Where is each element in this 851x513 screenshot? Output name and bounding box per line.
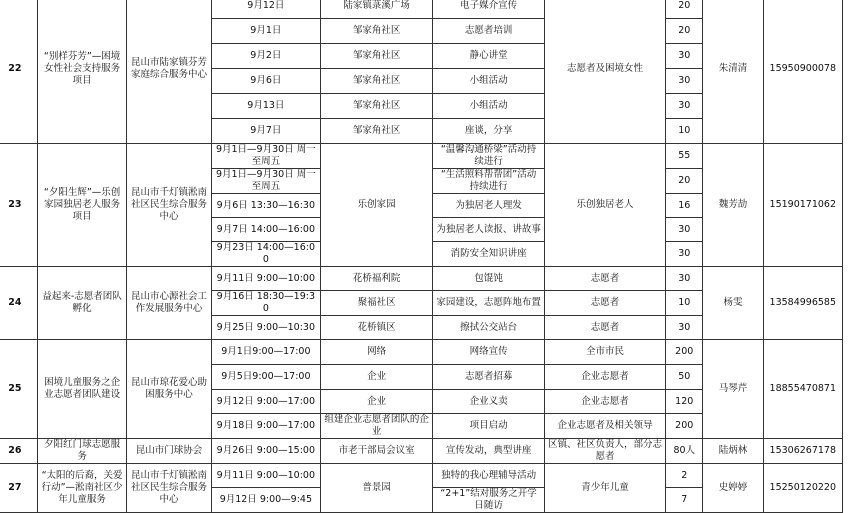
row-number: 27	[0, 464, 37, 513]
content-cell: 独特的我心理辅导活动	[433, 464, 545, 488]
content-cell: 志愿者培训	[433, 19, 545, 44]
place-cell: 邹家角社区	[321, 69, 433, 94]
organization-cell: 昆山市陆家镇芬芳家庭综合服务中心	[127, 0, 211, 144]
place-cell: 企业	[321, 390, 433, 414]
count-cell: 20	[666, 19, 703, 44]
content-cell: 志愿者招募	[433, 365, 545, 390]
content-cell: 为独居老人读报、讲故事	[433, 218, 545, 242]
place-cell: 组建企业志愿者团队的企业	[321, 414, 433, 439]
table-row	[0, 340, 843, 365]
content-cell: 擦拭公交站台	[433, 316, 545, 340]
time-cell: 9月25日 9:00—10:30	[211, 316, 320, 340]
count-cell: 30	[666, 218, 703, 242]
contact-cell: 魏芳劼	[703, 144, 763, 267]
target-people-cell: 青少年儿童	[544, 464, 665, 513]
count-cell: 30	[666, 94, 703, 119]
row-number: 25	[0, 340, 37, 439]
contact-cell: 史婷婷	[703, 464, 763, 513]
count-cell: 50	[666, 365, 703, 390]
place-cell: 普景园	[321, 464, 433, 513]
contact-cell: 陆炳林	[703, 439, 763, 464]
content-cell: 电子媒介宣传	[433, 0, 545, 19]
content-cell: 小组活动	[433, 94, 545, 119]
time-cell: 9月11日 9:00—10:00	[211, 464, 320, 488]
time-cell: 9月11日 9:00—10:00	[211, 267, 320, 291]
place-cell: 邹家角社区	[321, 19, 433, 44]
count-cell: 30	[666, 242, 703, 267]
row-number: 22	[0, 0, 37, 144]
time-cell: 9月12日 9:00—9:45	[211, 488, 320, 513]
time-cell: 9月1日	[211, 19, 320, 44]
time-cell: 9月7日	[211, 119, 320, 144]
phone-cell: 13584996585	[763, 267, 842, 340]
time-cell: 9月1日—9月30日 周一至周五	[211, 169, 320, 194]
target-people-cell: 区镇、社区负责人，部分志愿者	[544, 439, 665, 464]
content-cell: 消防安全知识讲座	[433, 242, 545, 267]
count-cell: 120	[666, 390, 703, 414]
place-cell: 市老干部局会议室	[321, 439, 433, 464]
table-row	[0, 464, 843, 488]
time-cell: 9月13日	[211, 94, 320, 119]
count-cell: 200	[666, 414, 703, 439]
target-people-cell: 企业志愿者	[544, 365, 665, 390]
count-cell: 16	[666, 194, 703, 218]
table-row	[0, 144, 843, 169]
content-cell: 网络宣传	[433, 340, 545, 365]
target-people-cell: 志愿者	[544, 316, 665, 340]
place-cell: 网络	[321, 340, 433, 365]
organization-cell: 昆山市门球协会	[127, 439, 211, 464]
contact-cell: 马琴芹	[703, 340, 763, 439]
count-cell: 10	[666, 119, 703, 144]
phone-cell: 18855470871	[763, 340, 842, 439]
project-name-cell: “夕阳生辉”—乐创家园独居老人服务项目	[37, 144, 127, 267]
place-cell: 邹家角社区	[321, 44, 433, 69]
time-cell: 9月26日 9:00—15:00	[211, 439, 320, 464]
target-people-cell: 志愿者	[544, 291, 665, 316]
row-number: 23	[0, 144, 37, 267]
count-cell: 30	[666, 44, 703, 69]
contact-cell: 朱清清	[703, 0, 763, 144]
count-cell: 10	[666, 291, 703, 316]
time-cell: 9月6日 13:30—16:30	[211, 194, 320, 218]
content-cell: “温馨沟通桥梁”活动持续进行	[433, 144, 545, 169]
phone-cell: 15250120220	[763, 464, 842, 513]
organization-cell: 昆山市心源社会工作发展服务中心	[127, 267, 211, 340]
phone-cell: 15950900078	[763, 0, 842, 144]
content-cell: 小组活动	[433, 69, 545, 94]
row-number: 26	[0, 439, 37, 464]
table-row	[0, 267, 843, 291]
count-cell: 200	[666, 340, 703, 365]
time-cell: 9月12日 9:00—17:00	[211, 390, 320, 414]
time-cell: 9月7日 14:00—16:00	[211, 218, 320, 242]
place-cell: 企业	[321, 365, 433, 390]
time-cell: 9月23日 14:00—16:00	[211, 242, 320, 267]
count-cell: 20	[666, 169, 703, 194]
row-number: 24	[0, 267, 37, 340]
count-cell: 30	[666, 316, 703, 340]
phone-cell: 15306267178	[763, 439, 842, 464]
content-cell: “生活照料帮帮团”活动持续进行	[433, 169, 545, 194]
count-cell: 55	[666, 144, 703, 169]
content-cell: “2+1”结对服务之开学日随访	[433, 488, 545, 513]
count-cell: 7	[666, 488, 703, 513]
project-name-cell: 益起来-志愿者团队孵化	[37, 267, 127, 340]
time-cell: 9月1日9:00—17:00	[211, 340, 320, 365]
project-name-cell: 夕阳红门球志愿服务	[37, 439, 127, 464]
count-cell: 30	[666, 69, 703, 94]
place-cell: 乐创家园	[321, 144, 433, 267]
time-cell: 9月6日	[211, 69, 320, 94]
project-name-cell: “太阳的后裔，关爱行动”—淞南社区少年儿童服务	[37, 464, 127, 513]
target-people-cell: 企业志愿者及相关领导	[544, 414, 665, 439]
project-name-cell: 困境儿童服务之企业志愿者团队建设	[37, 340, 127, 439]
content-cell: 企业义卖	[433, 390, 545, 414]
time-cell: 9月5日9:00—17:00	[211, 365, 320, 390]
content-cell: 座谈，分享	[433, 119, 545, 144]
place-cell: 邹家角社区	[321, 94, 433, 119]
place-cell: 邹家角社区	[321, 119, 433, 144]
table-row	[0, 0, 843, 19]
count-cell: 2	[666, 464, 703, 488]
time-cell: 9月12日	[211, 0, 320, 19]
time-cell: 9月1日—9月30日 周一至周五	[211, 144, 320, 169]
place-cell: 陆家镇菉溪广场	[321, 0, 433, 19]
organization-cell: 昆山市千灯镇淞南社区民生综合服务中心	[127, 464, 211, 513]
target-people-cell: 乐创独居老人	[544, 144, 665, 267]
table-row	[0, 439, 843, 464]
time-cell: 9月18日 9:00—17:00	[211, 414, 320, 439]
count-cell: 30	[666, 267, 703, 291]
target-people-cell: 全市市民	[544, 340, 665, 365]
target-people-cell: 志愿者	[544, 267, 665, 291]
contact-cell: 杨雯	[703, 267, 763, 340]
count-cell: 80人	[666, 439, 703, 464]
content-cell: 静心讲堂	[433, 44, 545, 69]
content-cell: 宣传发动，典型讲座	[433, 439, 545, 464]
content-cell: 包馄饨	[433, 267, 545, 291]
phone-cell: 15190171062	[763, 144, 842, 267]
place-cell: 花桥福利院	[321, 267, 433, 291]
time-cell: 9月2日	[211, 44, 320, 69]
time-cell: 9月16日 18:30—19:30	[211, 291, 320, 316]
organization-cell: 昆山市琼花爱心助困服务中心	[127, 340, 211, 439]
count-cell: 20	[666, 0, 703, 19]
place-cell: 花桥镇区	[321, 316, 433, 340]
place-cell: 聚福社区	[321, 291, 433, 316]
content-cell: 家园建设，志愿阵地布置	[433, 291, 545, 316]
target-people-cell: 企业志愿者	[544, 390, 665, 414]
target-people-cell: 志愿者及困境女性	[544, 0, 665, 144]
content-cell: 为独居老人理发	[433, 194, 545, 218]
organization-cell: 昆山市千灯镇淞南社区民生综合服务中心	[127, 144, 211, 267]
content-cell: 项目启动	[433, 414, 545, 439]
project-name-cell: “别样芬芳”—困境女性社会支持服务项目	[37, 0, 127, 144]
